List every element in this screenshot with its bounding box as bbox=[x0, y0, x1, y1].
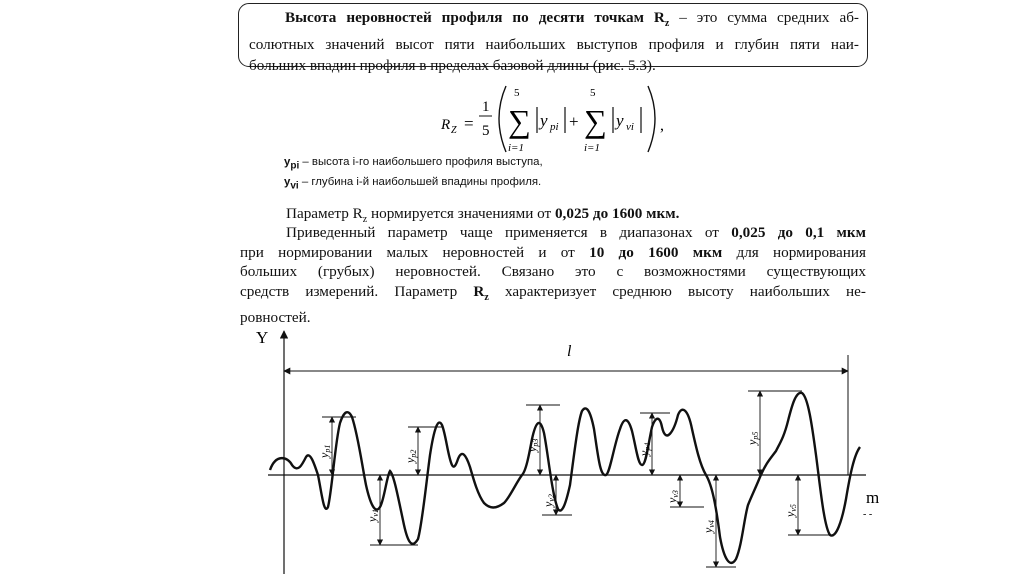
para2-line-4: средств измерений. Параметр $R_z$ характеризует среднюю высоту наибольших не- bbox=[240, 283, 866, 304]
paragraph-usage bbox=[240, 223, 866, 328]
left-paren bbox=[499, 86, 506, 152]
formula-lhs: R bbox=[441, 117, 451, 133]
valley-label: yv1 bbox=[365, 509, 380, 522]
y-axis-label: Y bbox=[256, 328, 269, 347]
peak-label: yp2 bbox=[403, 449, 418, 463]
para2-line-5: ровностей. bbox=[240, 308, 311, 326]
sum2-top: 5 bbox=[590, 87, 596, 99]
formula-legend bbox=[284, 154, 543, 195]
roughness-profile-figure bbox=[240, 325, 880, 574]
definition-line-2: солютных значений высот пяти наибольших выступов профиля и глубин пяти наи- bbox=[249, 36, 859, 54]
para2-line-2: при нормировании малых неровностей и от 10 до 1600 мкм для нормирования bbox=[240, 243, 867, 261]
term2: y bbox=[616, 111, 624, 130]
x-axis-label: m bbox=[866, 488, 880, 507]
peak-label: yp4 bbox=[637, 442, 652, 456]
valley-label: yv3 bbox=[665, 490, 680, 503]
legend-line-2: $y_{vi}$ – глубина i-й наибольшей впадины профиля. bbox=[284, 176, 542, 192]
sum1-sigma: ∑ bbox=[508, 103, 531, 139]
sum2-sigma: ∑ bbox=[584, 103, 607, 139]
x-axis-mark: ‑ ‑ bbox=[863, 509, 873, 520]
peak-label: yp1 bbox=[317, 444, 332, 458]
para2-line-1: Приведенный параметр чаще применяется в диапазонах от 0,025 до 0,1 мкм bbox=[286, 224, 866, 241]
sum1-top: 5 bbox=[514, 87, 520, 99]
sum1-bottom: i=1 bbox=[508, 142, 524, 154]
formula-frac-num: 1 bbox=[482, 99, 490, 115]
peak-label: yp3 bbox=[525, 438, 540, 452]
para2-line-3: больших (грубых) неровностей. Связано это с возможностями существующих bbox=[240, 263, 866, 281]
legend-line-1: $y_{pi}$ – высота i-го наибольшего профиля выступа, bbox=[284, 156, 543, 172]
base-length-label: l bbox=[567, 343, 572, 360]
formula-plus: + bbox=[569, 112, 579, 131]
formula-lhs-sub: Z bbox=[451, 125, 457, 136]
term1-sub: pi bbox=[550, 121, 559, 133]
definition-line-1: Высота неровностей профиля по десяти точкам $R_z$ – это сумма средних аб- bbox=[285, 9, 859, 30]
term2-sub: vi bbox=[626, 121, 634, 133]
profile-curve bbox=[270, 393, 860, 563]
right-paren bbox=[648, 86, 655, 152]
formula-comma: , bbox=[660, 117, 664, 134]
valley-label: yv5 bbox=[783, 504, 798, 517]
formula-equals: = bbox=[464, 114, 474, 133]
definition-term: Высота неровностей профиля по десяти точкам $R_z$ bbox=[285, 9, 670, 30]
formula-frac-den: 5 bbox=[482, 123, 490, 139]
term1: y bbox=[540, 111, 548, 130]
sum2-bottom: i=1 bbox=[584, 142, 600, 154]
rz-formula bbox=[430, 80, 690, 158]
definition-box bbox=[238, 3, 868, 75]
peak-label: yp5 bbox=[745, 431, 760, 445]
valley-label: yv2 bbox=[541, 494, 556, 507]
paragraph-range: Параметр $R_z$ нормируется значениями от 0,025 до 1600 мкм. bbox=[286, 205, 680, 226]
valley-label: yv4 bbox=[701, 520, 716, 533]
definition-line-3: больших впадин профиля в пределах базовой длины (рис. 5.3). bbox=[249, 57, 656, 75]
